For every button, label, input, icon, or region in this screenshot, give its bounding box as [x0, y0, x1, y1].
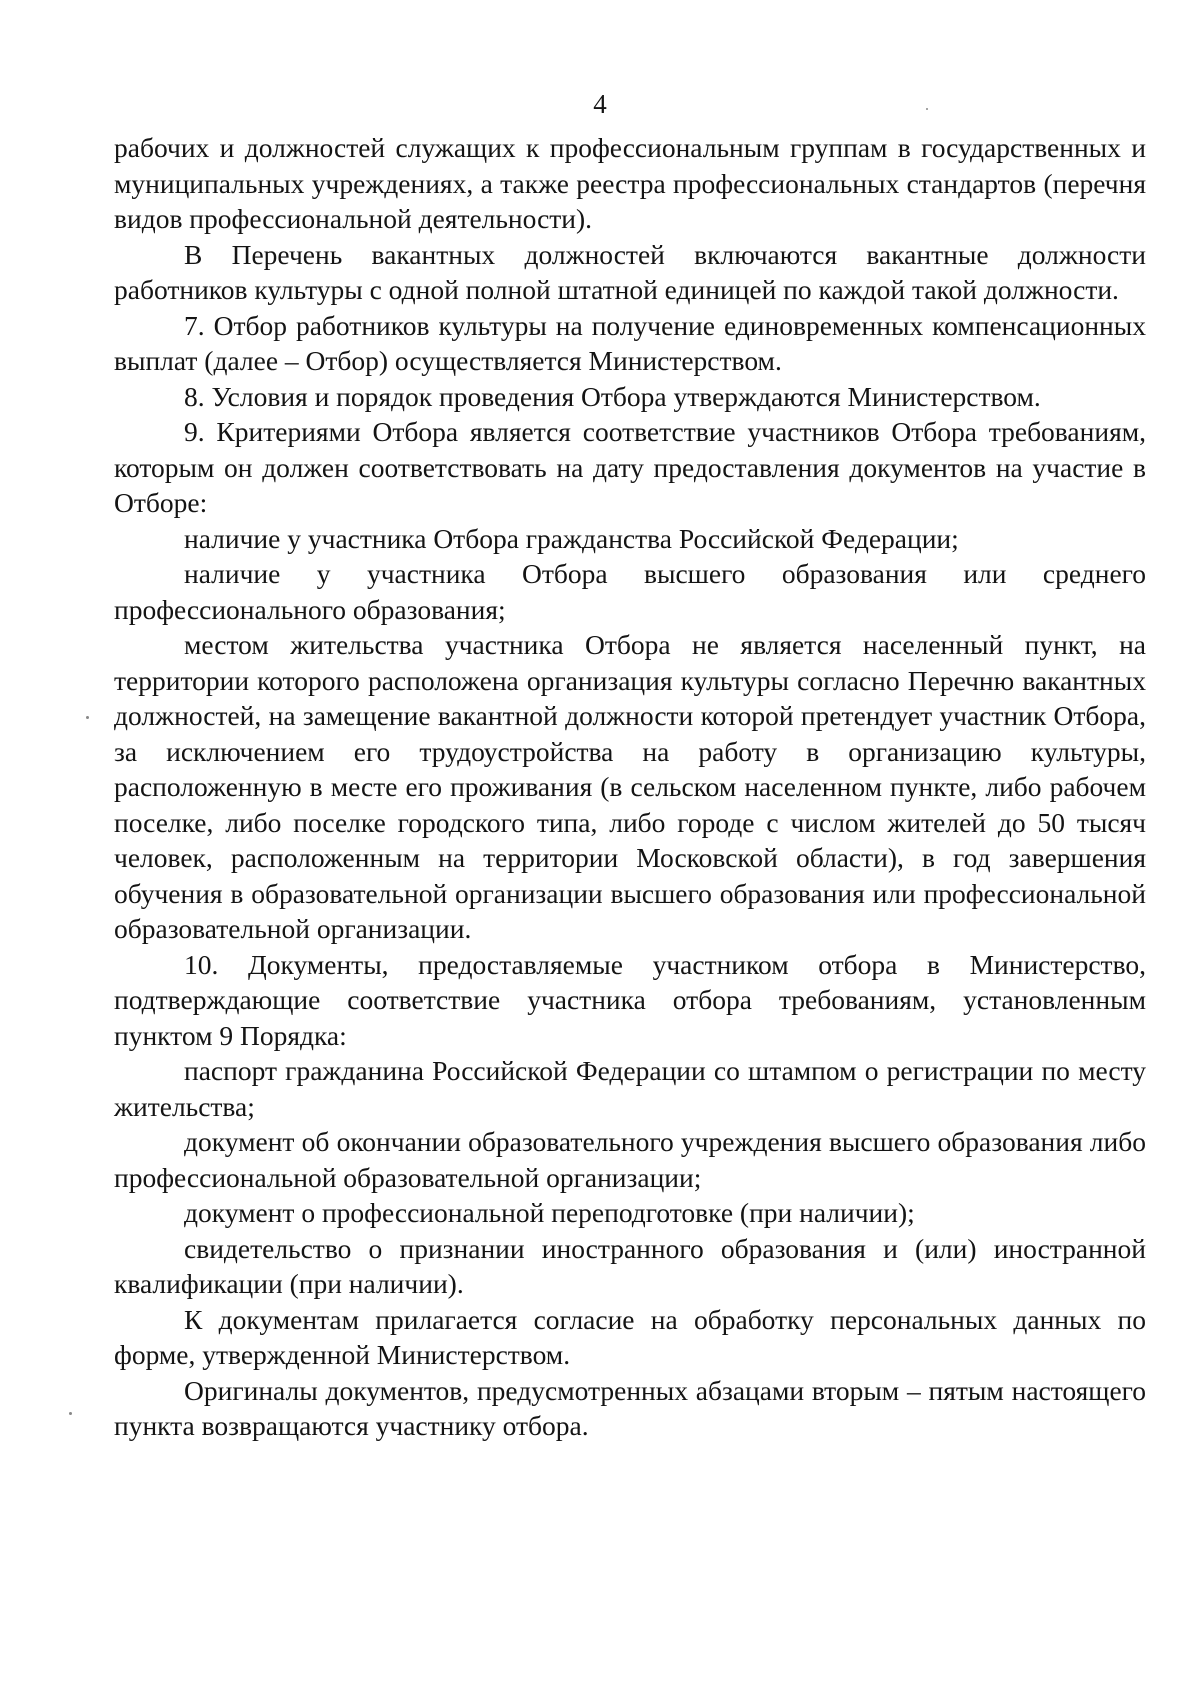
paragraph-doc-retraining: документ о профессиональной переподготовке (при наличии);: [184, 1197, 915, 1228]
paragraph-criterion-education: наличие у участника Отбора высшего образования или среднего профессионального образования;: [114, 558, 1146, 625]
paragraph-doc-diploma: документ об окончании образовательного учреждения высшего образования либо профессиональной образовательной организации;: [114, 1126, 1146, 1193]
paragraph-doc-passport: паспорт гражданина Российской Федерации со штампом о регистрации по месту жительства;: [114, 1055, 1146, 1122]
paragraph-continuation: рабочих и должностей служащих к профессиональным группам в государственных и муниципальных учреждениях, а также реестра профессиональных стандартов (перечня видов профессиональной деятельности).: [114, 132, 1146, 234]
paragraph-item-7: 7. Отбор работников культуры на получение единовременных компенсационных выплат (далее – Отбор) осуществляется Министерством.: [114, 309, 1146, 376]
paragraph-criterion-residence: местом жительства участника Отбора не является населенный пункт, на территории которого расположена организация культуры согласно Перечню вакантных должностей, на замещение вакантной должности которой претендует участник Отбора, за исключением его трудоустройства на работу в организацию культуры, расположенную в месте его проживания (в сельском населенном пункте, либо рабочем поселке, либо поселке городского типа, либо городе с числом жителей до 50 тысяч человек, расположенным на территории Московской области), в год завершения обучения в образовательной организации высшего образования или профессиональной образовательной организации.: [114, 629, 1146, 944]
paragraph-doc-foreign-recognition: свидетельство о признании иностранного образования и (или) иностранной квалификации (при наличии).: [114, 1232, 1146, 1299]
paragraph-originals-returned: Оригиналы документов, предусмотренных абзацами вторым – пятым настоящего пункта возвращаются участнику отбора.: [114, 1374, 1146, 1441]
scan-speck: [86, 716, 89, 719]
paragraph-vacancy-list: В Перечень вакантных должностей включаются вакантные должности работников культуры с одной полной штатной единицей по каждой такой должности.: [114, 238, 1146, 305]
page-number: 4: [593, 89, 607, 119]
scan-speck: [69, 1412, 72, 1415]
paragraph-item-10: 10. Документы, предоставляемые участником отбора в Министерство, подтверждающие соответствие участника отбора требованиям, установленным пунктом 9 Порядка:: [114, 948, 1146, 1051]
paragraph-item-9: 9. Критериями Отбора является соответствие участников Отбора требованиям, которым он должен соответствовать на дату предоставления документов на участие в Отборе:: [114, 416, 1146, 518]
paragraph-item-8: 8. Условия и порядок проведения Отбора утверждаются Министерством.: [184, 380, 1041, 412]
scan-speck: [926, 108, 928, 110]
paragraph-criterion-citizenship: наличие у участника Отбора гражданства Российской Федерации;: [184, 522, 959, 554]
paragraph-consent: К документам прилагается согласие на обработку персональных данных по форме, утвержденной Министерством.: [114, 1303, 1146, 1370]
document-body: [114, 130, 1146, 1444]
